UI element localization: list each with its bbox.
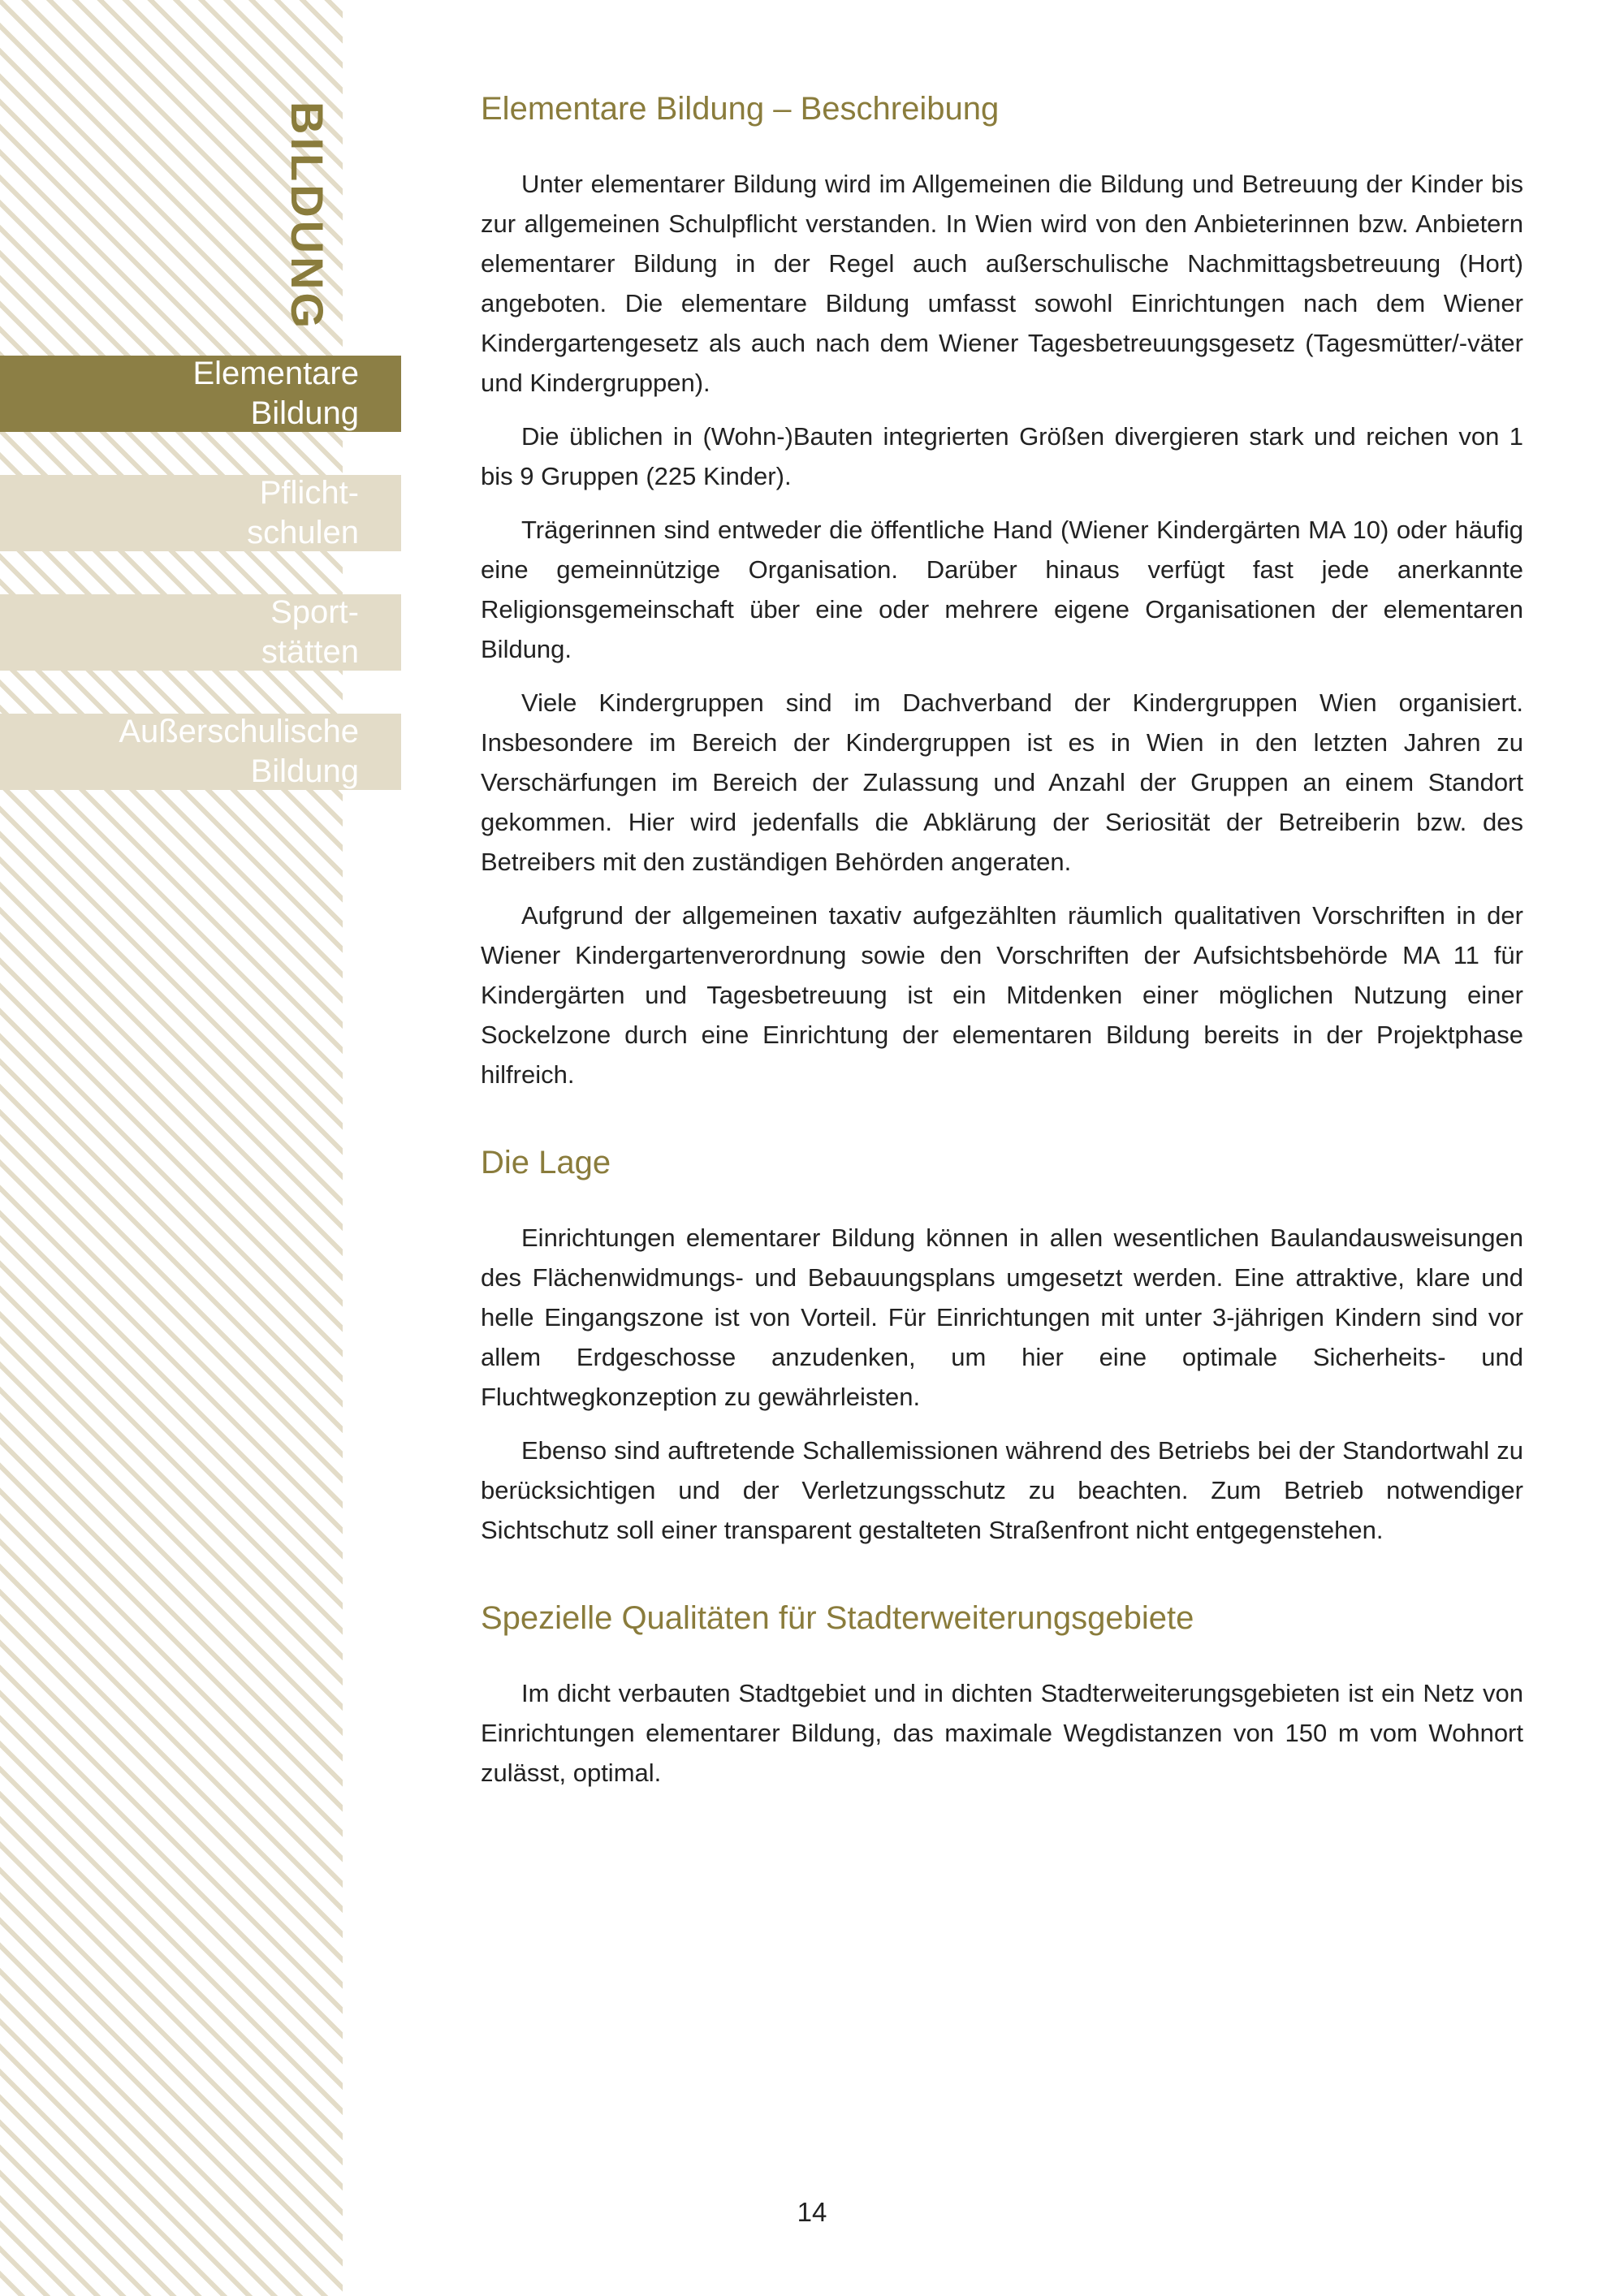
tab-label-line1: Sport- bbox=[270, 594, 359, 631]
tab-sportstaetten[interactable] bbox=[0, 594, 401, 671]
paragraph: Unter elementarer Bildung wird im Allgemeinen die Bildung und Betreuung der Kinder bis zur allgemeinen Schulpflicht verstanden. In Wien wird von den Anbieterinnen bzw. Anbietern elementarer Bildung in der Regel auch außerschulische Nachmittagsbetreuung (Hort) angeboten. Die elementare Bildung umfasst sowohl Einrichtungen nach dem Wiener Kindergartengesetz als auch nach dem Wiener Tagesbetreuungsgesetz (Tagesmütter/-väter und Kindergruppen). bbox=[481, 170, 1523, 397]
tab-label-line2: stätten bbox=[261, 634, 359, 670]
tab-label-line1: Pflicht- bbox=[259, 475, 359, 511]
decorative-stripe-band bbox=[0, 0, 343, 2296]
tab-label-line1: Außerschulische bbox=[119, 714, 359, 750]
paragraph: Aufgrund der allgemeinen taxativ aufgezählten räumlich qualitativen Vorschriften in der Wiener Kindergartenverordnung sowie den Vorschriften der Aufsichtsbehörde MA 11 für Kindergärten und Tagesbetreuung ist ein Mitdenken einer möglichen Nutzung einer Sockelzone durch eine Einrichtung der elementaren Bildung bereits in der Projektphase hilfreich. bbox=[481, 901, 1523, 1089]
main-content bbox=[481, 89, 1523, 1793]
paragraph: Trägerinnen sind entweder die öffentliche Hand (Wiener Kindergärten MA 10) oder häufig eine gemeinnützige Organisation. Darüber hinaus verfügt fast jede anerkannte Religionsgemeinschaft über eine oder mehrere eigene Organisationen der elementaren Bildung. bbox=[481, 516, 1523, 663]
page-number: 14 bbox=[797, 2197, 827, 2227]
section-heading: Spezielle Qualitäten für Stadterweiterungsgebiete bbox=[481, 1600, 1194, 1636]
paragraph: Die üblichen in (Wohn-)Bauten integrierten Größen divergieren stark und reichen von 1 bis 9 Gruppen (225 Kinder). bbox=[481, 422, 1523, 490]
paragraph: Im dicht verbauten Stadtgebiet und in dichten Stadterweiterungsgebieten ist ein Netz von Einrichtungen elementarer Bildung, das maximale Wegdistanzen von 150 m vom Wohnort zulässt, optimal. bbox=[481, 1679, 1523, 1787]
tab-elementare-bildung[interactable] bbox=[0, 356, 401, 432]
section-heading: Die Lage bbox=[481, 1145, 611, 1180]
tab-label-line2: schulen bbox=[247, 515, 359, 550]
paragraph: Einrichtungen elementarer Bildung können in allen wesentlichen Baulandausweisungen des Flächenwidmungs- und Bebauungsplans umgesetzt werden. Eine attraktive, klare und helle Eingangszone ist von Vorteil. Für Einrichtungen mit unter 3-jährigen Kindern sind vor allem Erdgeschosse anzudenken, um hier eine optimale Sicherheits- und Fluchtwegkonzeption zu gewährleisten. bbox=[481, 1224, 1523, 1411]
tab-label-line2: Bildung bbox=[250, 395, 359, 431]
paragraph: Ebenso sind auftretende Schallemissionen während des Betriebs bei der Standortwahl zu berücksichtigen und der Verletzungsschutz zu beachten. Zum Betrieb notwendiger Sichtschutz soll einer transparent gestalteten Straßenfront nicht entgegenstehen. bbox=[481, 1436, 1523, 1544]
stripe-separator bbox=[343, 0, 346, 2296]
tab-label-line1: Elementare bbox=[192, 356, 359, 392]
section-title: BILDUNG bbox=[282, 101, 333, 332]
tab-pflichtschulen[interactable] bbox=[0, 475, 401, 551]
section-heading: Elementare Bildung – Beschreibung bbox=[481, 91, 1000, 127]
paragraph: Viele Kindergruppen sind im Dachverband der Kindergruppen Wien organisiert. Insbesondere im Bereich der Kindergruppen ist es in Wien in den letzten Jahren zu Verschärfungen im Bereich der Zulassung und Anzahl der Gruppen an einem Standort gekommen. Hier wird jedenfalls die Abklärung der Seriosität der Betreiberin bzw. des Betreibers mit den zuständigen Behörden angeraten. bbox=[481, 688, 1523, 876]
tab-ausserschulische-bildung[interactable] bbox=[0, 714, 401, 790]
tab-label-line2: Bildung bbox=[250, 753, 359, 789]
